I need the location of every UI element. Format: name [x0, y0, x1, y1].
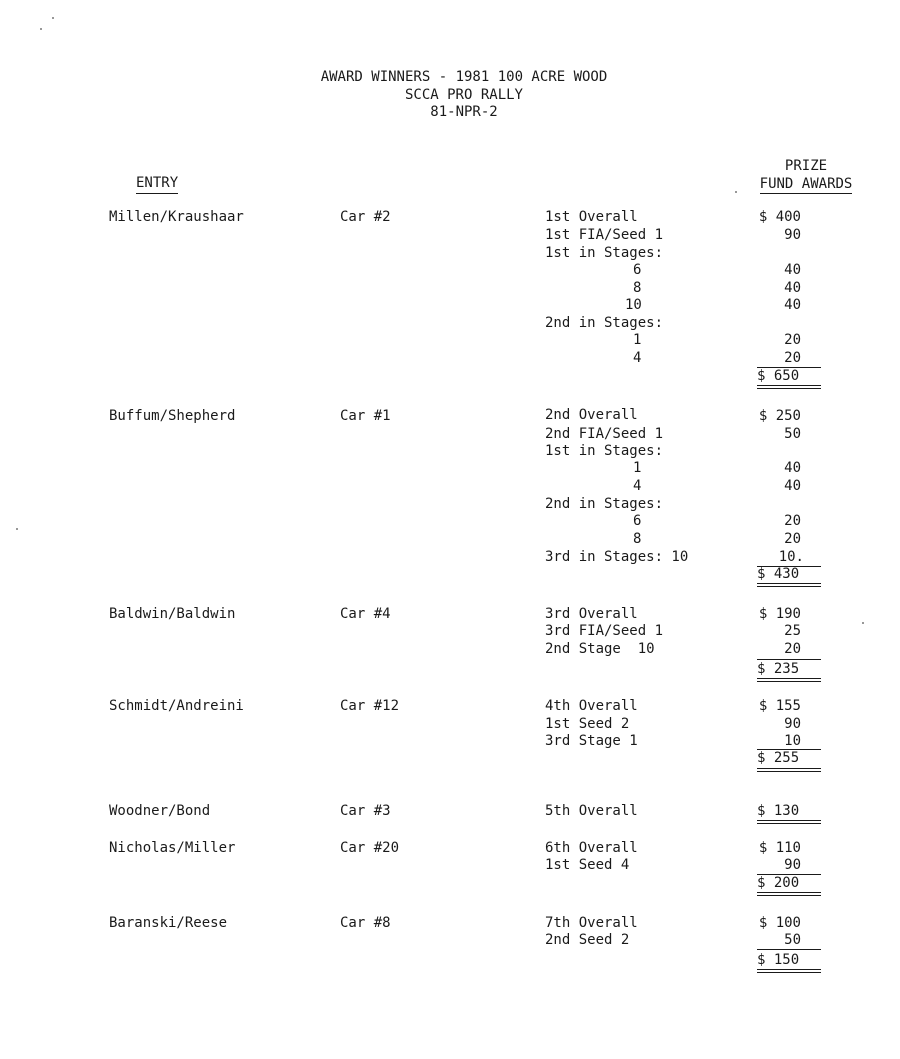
entry-total: $ 200: [757, 875, 800, 891]
award-amount: 40: [784, 460, 801, 476]
award-amount: 40: [784, 262, 801, 278]
award-amount: 10: [784, 733, 801, 749]
award-label: 2nd Overall: [545, 407, 638, 423]
event-code: 81-NPR-2: [430, 104, 498, 120]
scan-speck: [16, 528, 18, 530]
award-label: 7th Overall: [545, 915, 638, 931]
award-amount: 25: [784, 623, 801, 639]
award-label: 2nd FIA/Seed 1: [545, 426, 664, 442]
total-double-rule: [757, 820, 821, 824]
total-double-rule: [757, 768, 821, 772]
award-label: 3rd Overall: [545, 606, 638, 622]
entry-name: Schmidt/Andreini: [109, 698, 244, 714]
total-double-rule: [757, 385, 821, 389]
entry-name: Buffum/Shepherd: [109, 408, 236, 424]
award-amount: 90: [784, 857, 801, 873]
car-number: Car #8: [340, 915, 391, 931]
total-double-rule: [757, 892, 821, 896]
entry-total: $ 150: [757, 952, 800, 968]
award-amount: 40: [784, 280, 801, 296]
stage-number: 6: [633, 513, 642, 529]
award-label: 1st in Stages:: [545, 443, 664, 459]
stage-number: 10: [625, 297, 642, 313]
award-label: 1st in Stages:: [545, 245, 664, 261]
total-double-rule: [757, 583, 821, 587]
car-number: Car #2: [340, 209, 391, 225]
award-amount: 20: [784, 641, 801, 657]
award-amount: 40: [784, 478, 801, 494]
stage-number: 4: [633, 478, 642, 494]
entry-total: $ 255: [757, 750, 800, 766]
award-label: 6th Overall: [545, 840, 638, 856]
award-label: 2nd Seed 2: [545, 932, 630, 948]
award-amount: 90: [784, 716, 801, 732]
car-number: Car #1: [340, 408, 391, 424]
prize-column-header: [756, 157, 856, 193]
award-amount: 10.: [778, 549, 804, 565]
award-amount: 20: [784, 513, 801, 529]
award-label: 1st Overall: [545, 209, 638, 225]
award-amount: $ 400: [758, 209, 801, 225]
award-amount: 20: [784, 531, 801, 547]
entry-name: Baranski/Reese: [109, 915, 228, 931]
award-amount: $ 250: [758, 408, 801, 424]
stage-number: 8: [633, 280, 642, 296]
scan-speck: [735, 191, 737, 193]
prize-header-line1: PRIZE: [784, 158, 828, 174]
award-label: 3rd Stage 1: [545, 733, 638, 749]
stage-number: 8: [633, 531, 642, 547]
car-number: Car #20: [340, 840, 400, 856]
award-label: 3rd in Stages: 10: [545, 549, 689, 565]
total-double-rule: [757, 678, 821, 682]
scan-speck: [862, 622, 864, 624]
entry-total: $ 235: [757, 661, 800, 677]
award-amount: $ 110: [758, 840, 801, 856]
award-label: 4th Overall: [545, 698, 638, 714]
entry-column-header: ENTRY: [136, 175, 178, 194]
award-label: 5th Overall: [545, 803, 638, 819]
award-amount: 20: [784, 350, 801, 366]
total-double-rule: [757, 969, 821, 973]
entry-name: Millen/Kraushaar: [109, 209, 244, 225]
award-label: 2nd in Stages:: [545, 315, 664, 331]
document-title: AWARD WINNERS - 1981 100 ACRE WOOD: [320, 69, 608, 85]
entry-name: Nicholas/Miller: [109, 840, 236, 856]
award-label: 1st FIA/Seed 1: [545, 227, 664, 243]
award-label: 2nd in Stages:: [545, 496, 664, 512]
stage-number: 1: [633, 460, 642, 476]
entry-total: $ 130: [757, 803, 800, 819]
award-amount: 50: [784, 426, 801, 442]
stage-number: 1: [633, 332, 642, 348]
subtotal-rule: [757, 949, 821, 950]
prize-header-line2: FUND AWARDS: [759, 176, 853, 192]
scan-speck: [52, 17, 54, 19]
award-amount: $ 155: [758, 698, 801, 714]
car-number: Car #3: [340, 803, 391, 819]
award-amount: 20: [784, 332, 801, 348]
subtotal-rule: [757, 659, 821, 660]
award-amount: 40: [784, 297, 801, 313]
stage-number: 4: [633, 350, 642, 366]
award-amount: $ 100: [758, 915, 801, 931]
award-label: 1st Seed 2: [545, 716, 630, 732]
entry-total: $ 650: [757, 368, 800, 384]
award-amount: 90: [784, 227, 801, 243]
entry-name: Baldwin/Baldwin: [109, 606, 236, 622]
car-number: Car #4: [340, 606, 391, 622]
award-amount: 50: [784, 932, 801, 948]
award-label: 1st Seed 4: [545, 857, 630, 873]
document-subtitle: SCCA PRO RALLY: [404, 87, 523, 103]
entry-name: Woodner/Bond: [109, 803, 211, 819]
stage-number: 6: [633, 262, 642, 278]
car-number: Car #12: [340, 698, 400, 714]
award-label: 2nd Stage 10: [545, 641, 655, 657]
entry-total: $ 430: [757, 566, 800, 582]
scan-speck: [40, 28, 42, 30]
award-label: 3rd FIA/Seed 1: [545, 623, 664, 639]
award-amount: $ 190: [758, 606, 801, 622]
